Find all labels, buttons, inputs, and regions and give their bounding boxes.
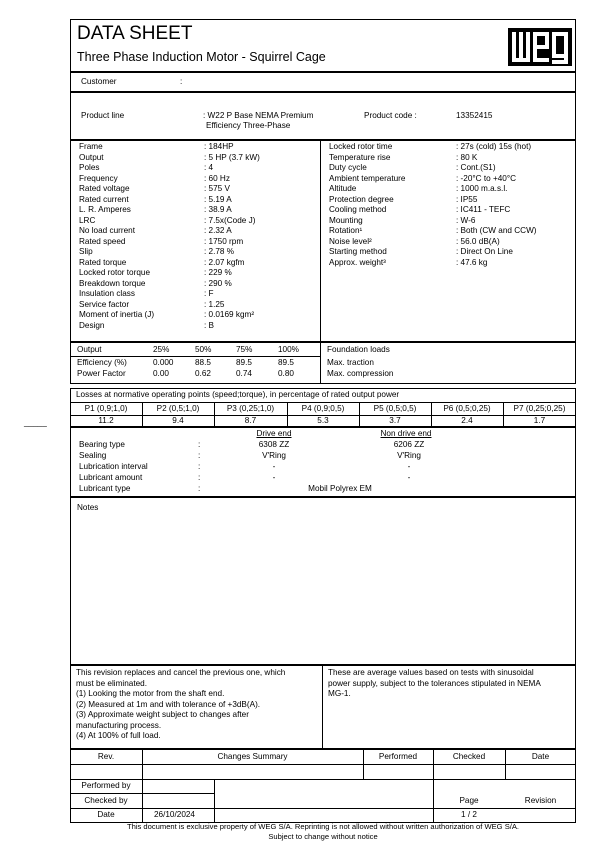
- loss-point-label: P5 (0,5;0,5): [373, 404, 417, 413]
- loss-value: 11.2: [98, 416, 114, 425]
- weg-logo: [506, 25, 574, 69]
- foundation-loads-title: Foundation loads: [327, 345, 390, 354]
- perf-header-output: Output: [77, 345, 102, 354]
- foundation-item: Max. traction: [327, 358, 374, 367]
- spec-value: : 60 Hz: [204, 173, 230, 183]
- bearing-sep: :: [198, 462, 201, 471]
- bearing-label: Sealing: [79, 451, 107, 460]
- spec-value: : 2.78 %: [204, 247, 235, 256]
- bearing-label: Lubricant amount: [79, 473, 143, 482]
- bearing-de-value: -: [272, 462, 276, 471]
- spec-value: : 5 HP (3.7 kW): [204, 152, 260, 162]
- spec-label: Approx. weight³: [329, 257, 386, 267]
- specs-left-values: [204, 142, 260, 331]
- spec-label: No load current: [79, 226, 135, 235]
- rev-header: Rev.: [97, 752, 115, 761]
- spec-value: : W-6: [456, 215, 476, 225]
- spec-value: : Cont.(S1): [456, 163, 496, 172]
- losses-title: Losses at normative operating points (speed;torque), in percentage of rated output power: [76, 390, 400, 399]
- perf-header-100: 100%: [278, 345, 299, 354]
- loss-value: 5.3: [317, 416, 329, 425]
- notes-label: Notes: [77, 503, 99, 512]
- loss-point-label: P4 (0,9;0,5): [301, 404, 345, 413]
- checked-header: Checked: [452, 752, 486, 761]
- loss-value: 9.4: [172, 416, 184, 425]
- specs-right-labels: [329, 142, 405, 268]
- rev-line: [70, 779, 576, 780]
- spec-label: Mounting: [329, 215, 363, 225]
- bearing-de-value: V'Ring: [262, 451, 286, 460]
- changes-summary-header: Changes Summary: [217, 752, 288, 761]
- performed-header: Performed: [378, 752, 418, 761]
- performance-header-line: [70, 356, 320, 357]
- specs-divider: [320, 140, 321, 342]
- spec-value: : -20°C to +40°C: [456, 173, 517, 183]
- spec-value: : 1.25: [204, 299, 225, 309]
- footnotes-divider: [322, 665, 323, 749]
- spec-label: Breakdown torque: [79, 278, 146, 288]
- loss-value: 2.4: [461, 416, 473, 425]
- product-box: [70, 92, 576, 140]
- rev-line: [70, 808, 576, 809]
- spec-value: : 7.5x(Code J): [204, 215, 256, 225]
- spec-value: : 290 %: [204, 278, 232, 288]
- product-line-label: Product line: [81, 111, 125, 120]
- product-code-value: 13352415: [456, 111, 493, 120]
- revision-label: Revision: [524, 796, 557, 805]
- spec-value: : 1750 rpm: [204, 236, 244, 246]
- perf-cell: 88.5: [195, 358, 211, 367]
- loss-point-label: P3 (0,25;1,0): [226, 404, 275, 413]
- spec-value: : 184HP: [204, 142, 234, 151]
- spec-label: Altitude: [329, 184, 357, 193]
- bearing-nde-value: V'Ring: [397, 451, 421, 460]
- bearing-label: Lubrication interval: [79, 462, 148, 471]
- perf-cell: 89.5: [236, 358, 252, 367]
- footnote-line: These are average values based on tests with sinusoidal: [328, 668, 534, 677]
- perf-cell: 0.80: [278, 369, 294, 378]
- bearing-label: Bearing type: [79, 440, 125, 449]
- date-label: Date: [97, 810, 115, 819]
- spec-value: : 0.0169 kgm²: [204, 310, 255, 319]
- date-value: 26/10/2024: [154, 810, 195, 819]
- bearing-nde-value: -: [407, 462, 411, 471]
- loss-point-label: P1 (0,9;1,0): [84, 404, 128, 413]
- footnote-line: manufacturing process.: [76, 720, 162, 730]
- spec-label: Locked rotor time: [329, 142, 393, 151]
- spec-label: Insulation class: [79, 289, 135, 298]
- customer-box: [70, 72, 576, 92]
- perf-cell: 89.5: [278, 358, 294, 367]
- loss-value: 8.7: [244, 416, 257, 425]
- bearing-sep: :: [198, 473, 201, 482]
- spec-label: Design: [79, 320, 105, 330]
- spec-label: Output: [79, 152, 104, 162]
- spec-value: : 229 %: [204, 268, 232, 277]
- spec-label: Rated voltage: [79, 184, 130, 193]
- spec-value: : 2.07 kgfm: [204, 257, 245, 267]
- spec-label: Temperature rise: [329, 152, 391, 162]
- bearing-label: Lubricant type: [79, 484, 131, 493]
- spec-label: Noise level²: [329, 236, 372, 246]
- customer-sep: :: [180, 77, 183, 86]
- performance-box: [70, 342, 576, 384]
- spec-label: Protection degree: [329, 194, 394, 204]
- spec-label: Frame: [79, 142, 103, 151]
- product-line-value-2: Efficiency Three-Phase: [206, 121, 291, 130]
- spec-label: Moment of inertia (J): [79, 310, 155, 319]
- non-drive-end-header: Non drive end: [380, 429, 432, 438]
- footnote-line: (2) Measured at 1m and with tolerance of +3dB(A).: [76, 699, 261, 709]
- product-line-value: : W22 P Base NEMA Premium: [203, 111, 314, 120]
- bearing-nde-value: 6206 ZZ: [393, 440, 425, 449]
- page-subtitle: Three Phase Induction Motor - Squirrel Cage: [77, 50, 326, 64]
- bearing-sep: :: [198, 451, 201, 460]
- bearing-de-value: 6308 ZZ: [258, 440, 290, 449]
- perf-header-25: 25%: [153, 345, 170, 354]
- loss-point-label: P2 (0,5;1,0): [156, 404, 200, 413]
- spec-value: : IC411 - TEFC: [456, 205, 511, 214]
- perf-row-label: Efficiency (%): [77, 358, 127, 367]
- footnotes-left: [76, 668, 285, 742]
- drive-end-header: Drive end: [256, 429, 292, 438]
- spec-label: Rated speed: [79, 236, 126, 246]
- spec-value: : 2.32 A: [204, 226, 232, 235]
- spec-value: : IP55: [456, 194, 478, 204]
- spec-label: Rated current: [79, 194, 129, 204]
- perf-cell: 0.000: [153, 358, 174, 367]
- spec-label: Rated torque: [79, 257, 127, 267]
- page-title: DATA SHEET: [77, 23, 193, 44]
- bearing-de-value: -: [272, 473, 276, 482]
- spec-label: Locked rotor torque: [79, 268, 151, 277]
- spec-label: Rotation¹: [329, 226, 363, 235]
- spec-value: : 5.19 A: [204, 194, 232, 204]
- spec-value: : B: [204, 320, 215, 330]
- checked-by-label: Checked by: [84, 796, 128, 805]
- date-header: Date: [531, 752, 550, 761]
- product-code-label: Product code :: [364, 111, 417, 120]
- loss-value: 3.7: [389, 416, 401, 425]
- bearing-sep: :: [198, 440, 201, 449]
- footnote-line: This revision replaces and cancel the previous one, which: [76, 668, 286, 677]
- spec-value: : 575 V: [204, 184, 230, 193]
- spec-value: : 80 K: [456, 152, 478, 162]
- specs-left-labels: [79, 142, 154, 331]
- spec-label: Slip: [79, 247, 93, 256]
- footnote-line: MG-1.: [328, 689, 351, 698]
- bearing-nde-value: -: [407, 473, 411, 482]
- page-label: Page: [459, 796, 479, 805]
- spec-value: : 1000 m.a.s.l.: [456, 184, 508, 193]
- footnote-line: (1) Looking the motor from the shaft end.: [76, 689, 225, 698]
- spec-label: Ambient temperature: [329, 173, 406, 183]
- perf-header-50: 50%: [195, 345, 212, 354]
- spec-value: : 27s (cold) 15s (hot): [456, 142, 532, 151]
- customer-label: Customer: [81, 77, 117, 86]
- side-mark: _____: [24, 418, 47, 427]
- spec-value: : 47.6 kg: [456, 257, 488, 267]
- perf-header-75: 75%: [236, 345, 253, 354]
- spec-label: Cooling method: [329, 205, 387, 214]
- footnote-line: power supply, subject to the tolerances stipulated in NEMA: [328, 678, 541, 688]
- spec-value: : 4: [204, 163, 214, 172]
- performance-divider: [320, 342, 321, 384]
- footnote-line: must be eliminated.: [76, 678, 147, 688]
- footnote-line: (3) Approximate weight subject to changes after: [76, 710, 249, 719]
- spec-label: Duty cycle: [329, 163, 367, 172]
- performed-by-label: Performed by: [81, 781, 131, 790]
- spec-label: Service factor: [79, 299, 130, 309]
- footnotes-right: [328, 668, 541, 700]
- footnote-line: (4) At 100% of full load.: [76, 731, 161, 740]
- spec-label: Frequency: [79, 173, 118, 183]
- perf-cell: 0.00: [153, 369, 169, 378]
- bearing-lubricant-type: Mobil Polyrex EM: [308, 484, 372, 493]
- spec-value: : Direct On Line: [456, 247, 513, 256]
- footer-copyright: This document is exclusive property of WEG S/A. Reprinting is not allowed without written authorization of WEG S/A.: [126, 822, 520, 831]
- rev-line: [70, 764, 576, 765]
- foundation-item: Max. compression: [327, 369, 394, 378]
- perf-row-label: Power Factor: [77, 369, 126, 378]
- footer-notice: Subject to change without notice: [268, 832, 378, 841]
- rev-col: [214, 779, 215, 823]
- page-value: 1 / 2: [461, 810, 477, 819]
- spec-value: : 38.9 A: [204, 205, 232, 214]
- losses-line-1: [70, 402, 576, 403]
- loss-point-label: P7 (0,25;0,25): [513, 404, 566, 413]
- spec-label: LRC: [79, 215, 96, 225]
- spec-label: Starting method: [329, 247, 387, 256]
- perf-cell: 0.74: [236, 369, 252, 378]
- specs-right-values: [456, 142, 537, 268]
- spec-value: : 56.0 dB(A): [456, 236, 500, 246]
- loss-value: 1.7: [533, 416, 546, 425]
- spec-label: Poles: [79, 163, 100, 172]
- loss-point-label: P6 (0,5;0,25): [443, 404, 491, 413]
- spec-value: : Both (CW and CCW): [456, 226, 537, 235]
- notes-box: [70, 497, 576, 665]
- spec-label: L. R. Amperes: [79, 205, 131, 214]
- perf-cell: 0.62: [195, 369, 211, 378]
- spec-value: : F: [204, 289, 214, 298]
- bearing-sep: :: [198, 484, 201, 493]
